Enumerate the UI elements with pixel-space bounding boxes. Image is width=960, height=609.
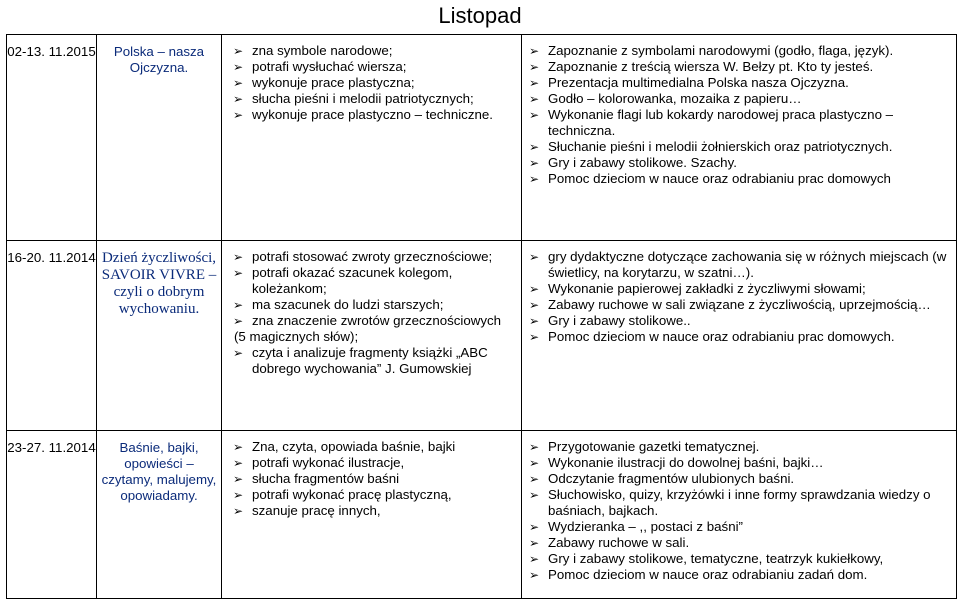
activity-item: ➢ Wykonanie flagi lub kokardy narodowej praca plastyczno – techniczna. xyxy=(522,107,950,139)
date-cell: 02-13. 11.2015 xyxy=(7,35,97,241)
activity-item: ➢ Wykonanie ilustracji do dowolnej baśni, bajki… xyxy=(522,455,950,471)
goal-item: ➢ zna znaczenie zwrotów grzecznościowych xyxy=(226,313,515,329)
activity-item: ➢ Prezentacja multimedialna Polska nasza Ojczyzna. xyxy=(522,75,950,91)
activity-item: ➢ Zabawy ruchowe w sali. xyxy=(522,535,950,551)
activities-cell xyxy=(522,35,957,241)
activity-item: ➢ Zapoznanie z treścią wiersza W. Bełzy pt. Kto ty jesteś. xyxy=(522,59,950,75)
activity-item: ➢ Gry i zabawy stolikowe.. xyxy=(522,313,950,329)
activity-item: ➢ Słuchanie pieśni i melodii żołnierskich oraz patriotycznych. xyxy=(522,139,950,155)
goals-cell xyxy=(222,241,522,431)
table-row xyxy=(7,35,957,241)
date-cell: 23-27. 11.2014 xyxy=(7,431,97,599)
goal-item: ➢ czyta i analizuje fragmenty książki „ABC dobrego wychowania” J. Gumowskiej xyxy=(226,345,515,377)
goal-item: ➢ ma szacunek do ludzi starszych; xyxy=(226,297,515,313)
activities-cell xyxy=(522,431,957,599)
activity-item: ➢ Przygotowanie gazetki tematycznej. xyxy=(522,439,950,455)
date-cell: 16-20. 11.2014 xyxy=(7,241,97,431)
activity-item: ➢ Pomoc dzieciom w nauce oraz odrabianiu zadań dom. xyxy=(522,567,950,583)
page-title: Listopad xyxy=(438,3,522,28)
activity-item: ➢ Odczytanie fragmentów ulubionych baśni. xyxy=(522,471,950,487)
goal-item: ➢ potrafi stosować zwroty grzecznościowe; xyxy=(226,249,515,265)
activity-item: ➢ gry dydaktyczne dotyczące zachowania się w różnych miejscach (w świetlicy, na korytarzu, w szatni…). xyxy=(522,249,950,281)
activity-item: ➢ Zapoznanie z symbolami narodowymi (godło, flaga, język). xyxy=(522,43,950,59)
activity-item: ➢ Pomoc dzieciom w nauce oraz odrabianiu prac domowych. xyxy=(522,329,950,345)
topic-cell: Polska – nasza Ojczyzna. xyxy=(97,35,222,241)
goal-item: ➢ wykonuje prace plastyczno – techniczne. xyxy=(226,107,515,123)
goal-item: ➢ potrafi wykonać pracę plastyczną, xyxy=(226,487,515,503)
activity-item: ➢ Gry i zabawy stolikowe. Szachy. xyxy=(522,155,950,171)
goals-cell xyxy=(222,431,522,599)
goal-item: ➢ szanuje pracę innych, xyxy=(226,503,515,519)
activities-cell xyxy=(522,241,957,431)
goal-note: (5 magicznych słów); xyxy=(234,329,359,344)
goal-item: ➢ potrafi okazać szacunek kolegom, koleżankom; xyxy=(226,265,515,297)
goal-item: ➢ potrafi wykonać ilustracje, xyxy=(226,455,515,471)
activity-item: ➢ Wydzieranka – ,, postaci z baśni” xyxy=(522,519,950,535)
plan-table xyxy=(6,34,957,599)
activity-item: ➢ Godło – kolorowanka, mozaika z papieru… xyxy=(522,91,950,107)
goal-item: ➢ wykonuje prace plastyczna; xyxy=(226,75,515,91)
table-row xyxy=(7,241,957,431)
goal-item: ➢ zna symbole narodowe; xyxy=(226,43,515,59)
activity-item: ➢ Gry i zabawy stolikowe, tematyczne, teatrzyk kukiełkowy, xyxy=(522,551,950,567)
topic-cell: Dzień życzliwości, SAVOIR VIVRE – czyli o dobrym wychowaniu. xyxy=(97,241,222,431)
goal-item: ➢ słucha fragmentów baśni xyxy=(226,471,515,487)
activity-item: ➢ Słuchowisko, quizy, krzyżówki i inne formy sprawdzania wiedzy o baśniach, bajkach. xyxy=(522,487,950,519)
activity-item: ➢ Wykonanie papierowej zakładki z życzliwymi słowami; xyxy=(522,281,950,297)
activity-item: ➢ Zabawy ruchowe w sali związane z życzliwością, uprzejmością… xyxy=(522,297,950,313)
goal-item: ➢ Zna, czyta, opowiada baśnie, bajki xyxy=(226,439,515,455)
activity-item: ➢ Pomoc dzieciom w nauce oraz odrabianiu prac domowych xyxy=(522,171,950,187)
goal-item: ➢ potrafi wysłuchać wiersza; xyxy=(226,59,515,75)
goals-cell xyxy=(222,35,522,241)
goal-item: ➢ słucha pieśni i melodii patriotycznych; xyxy=(226,91,515,107)
topic-cell: Baśnie, bajki, opowieści – czytamy, malujemy, opowiadamy. xyxy=(97,431,222,599)
table-row xyxy=(7,431,957,599)
